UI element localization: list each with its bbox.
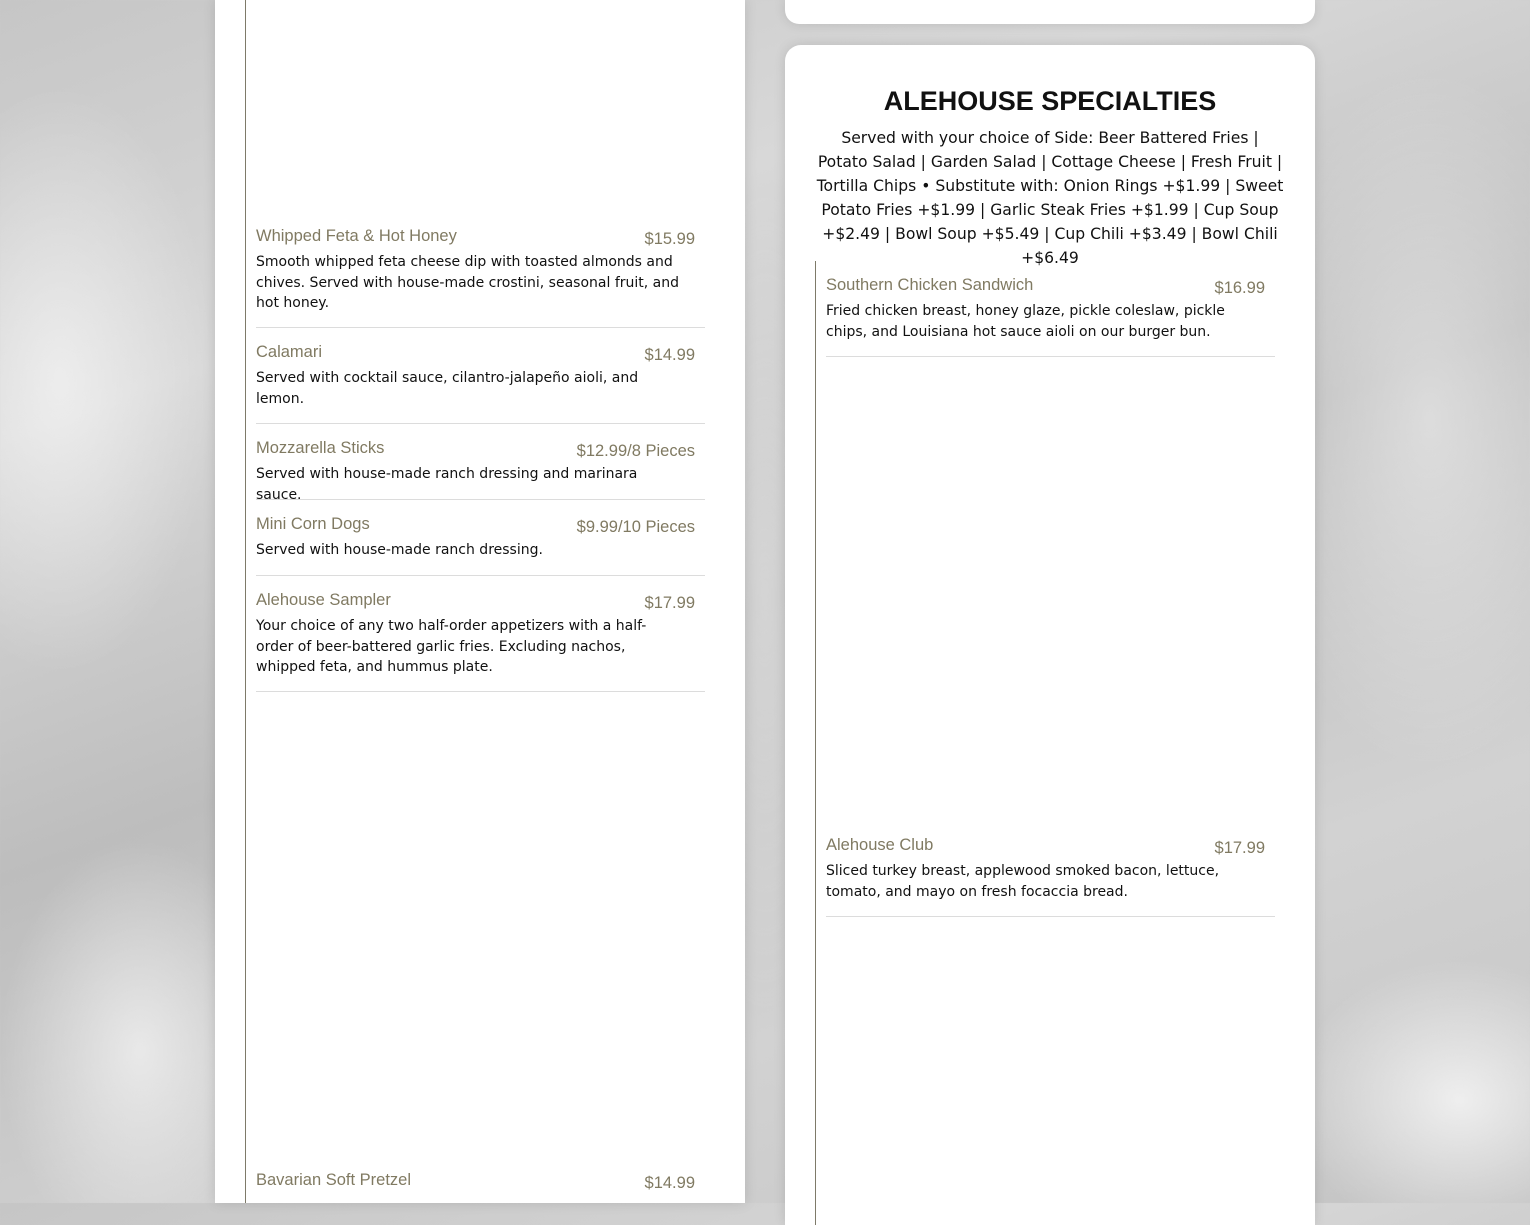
menu-item-name: Bavarian Soft Pretzel: [256, 1171, 411, 1189]
menu-item-description: Sliced turkey breast, applewood smoked bacon, lettuce, tomato, and mayo on fresh focaccia bread.: [826, 863, 1220, 900]
alehouse-specialties-panel: [785, 45, 1315, 1225]
menu-item-price: $14.99: [644, 1174, 695, 1192]
menu-item-price: $14.99: [644, 346, 695, 364]
menu-item-description: Served with house-made ranch dressing.: [256, 542, 543, 558]
menu-item-price: $9.99/10 Pieces: [576, 518, 695, 536]
menu-item-name: Mini Corn Dogs: [256, 515, 370, 533]
menu-item-name: Alehouse Sampler: [256, 591, 391, 609]
menu-item-name: Mozzarella Sticks: [256, 439, 385, 457]
column-divider: [815, 261, 816, 1225]
column-divider: [245, 0, 246, 1203]
menu-item-name: Whipped Feta & Hot Honey: [256, 227, 457, 245]
menu-item-description: Smooth whipped feta cheese dip with toasted almonds and chives. Served with house-made crostini, seasonal fruit, and hot honey.: [256, 254, 679, 311]
menu-item-description: Fried chicken breast, honey glaze, pickle coleslaw, pickle chips, and Louisiana hot sauce aioli on our burger bun.: [826, 303, 1225, 340]
menu-item-southern-chicken-sandwich: [826, 275, 1275, 357]
menu-item-description: Your choice of any two half-order appetizers with a half-order of beer-battered garlic fries. Excluding nachos, whipped feta, and hummus plate.: [256, 618, 647, 675]
menu-item-mozzarella-sticks: [256, 438, 705, 503]
menu-item-alehouse-sampler: [256, 590, 705, 692]
appetizers-panel: [215, 0, 745, 1203]
section-subtitle: Served with your choice of Side: Beer Battered Fries | Potato Salad | Garden Salad | Cottage Cheese | Fresh Fruit | Tortilla Chips • Substitute with: Onion Rings +$1.99 | Sweet Potato Fries +$1.99 | Garlic Steak Fries +$1.99 | Cup Soup +$2.49 | Bowl Soup +$5.49 | Cup Chili +$3.49 | Bowl Chili +$6.49: [816, 129, 1284, 267]
previous-section-card: [785, 0, 1315, 24]
menu-item-name: Southern Chicken Sandwich: [826, 276, 1034, 294]
menu-item-description: Served with house-made ranch dressing and marinara sauce.: [256, 466, 638, 503]
menu-item-name: Alehouse Club: [826, 836, 934, 854]
menu-item-price: $15.99: [644, 230, 695, 248]
menu-item-description: Served with cocktail sauce, cilantro-jalapeño aioli, and lemon.: [256, 370, 639, 407]
menu-item-price: $16.99: [1214, 279, 1265, 297]
menu-item-mini-corn-dogs: [256, 514, 705, 576]
menu-item-price: $12.99/8 Pieces: [576, 442, 695, 460]
section-title: ALEHOUSE SPECIALTIES: [883, 86, 1217, 116]
menu-item-bavarian-pretzel: [256, 1170, 705, 1203]
menu-item-price: $17.99: [1214, 839, 1265, 857]
menu-item-alehouse-club: [826, 835, 1275, 917]
menu-item-whipped-feta: [256, 226, 705, 328]
menu-item-name: Calamari: [256, 343, 323, 361]
menu-item-calamari: [256, 342, 705, 424]
menu-item-price: $17.99: [644, 594, 695, 612]
